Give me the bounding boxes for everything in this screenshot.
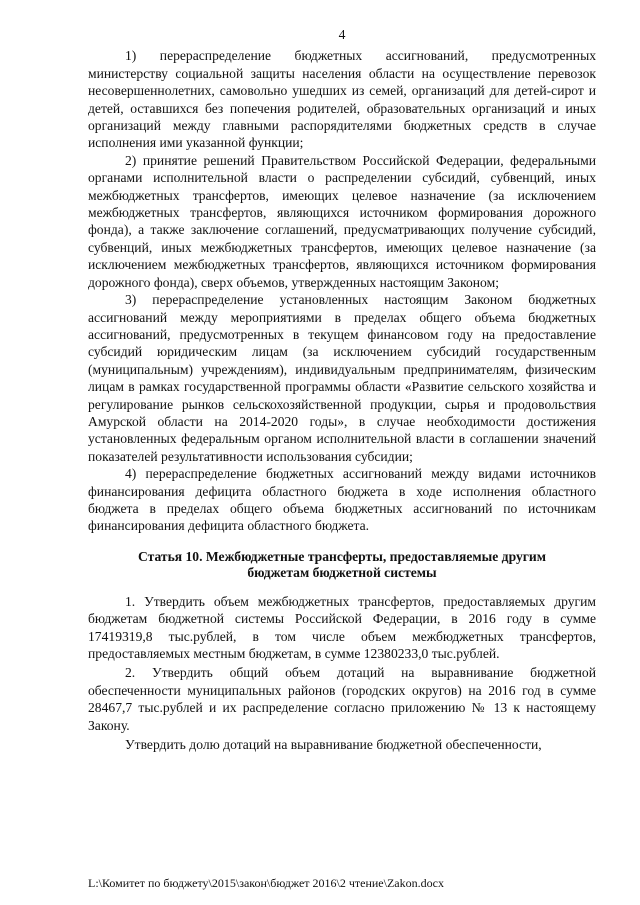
article-heading-line-2: бюджетам бюджетной системы xyxy=(247,564,437,580)
document-page xyxy=(88,26,596,753)
footer-file-path: L:\Комитет по бюджету\2015\закон\бюджет 2016\2 чтение\Zakon.docx xyxy=(88,876,444,890)
paragraph-item-2: 2) принятие решений Правительством Российской Федерации, федеральными органами исполнительной власти о распределении субсидий, субвенций, иных межбюджетных трансфертов, имеющих целевое назначение (за исключением межбюджетных трансфертов, являющихся источником формирования дорожного фонда), а также заключение соглашений, предусматривающих получение субсидий, субвенций, иных межбюджетных трансфертов, имеющих целевое назначение (за исключением межбюджетных трансфертов, являющихся источником формирования дорожного фонда), сверх объемов, утвержденных настоящим Законом; xyxy=(88,152,596,290)
page-number: 4 xyxy=(338,27,346,42)
paragraph-clause-1: 1. Утвердить объем межбюджетных трансфертов, предоставляемых другим бюджетам бюджетной системы Российской Федерации, в 2016 году в сумме 17419319,8 тыс.рублей, в том числе объем межбюджетных трансфертов, предоставляемых местным бюджетам, в сумме 12380233,0 тыс.рублей. xyxy=(88,593,596,661)
article-heading-line-1: Статья 10. Межбюджетные трансферты, предоставляемые другим xyxy=(137,548,547,564)
paragraph-item-4: 4) перераспределение бюджетных ассигнований между видами источников финансирования дефицита областного бюджета в ходе исполнения областного бюджета в пределах общего объема бюджетных ассигнований по источникам финансирования дефицита областного бюджета. xyxy=(88,466,596,534)
paragraph-item-3: 3) перераспределение установленных настоящим Законом бюджетных ассигнований между мероприятиями в пределах общего объема бюджетных ассигнований, предусмотренных в текущем финансовом году на предоставление субсидий юридическим лицам (за исключением субсидий государственным (муниципальным) учреждениям), индивидуальным предпринимателям, физическим лицам в рамках государственной программы области «Развитие сельского хозяйства и регулирование рынков сельскохозяйственной продукции, сырья и продовольствия Амурской области на 2014-2020 годы», в случае необходимости достижения установленных федеральным органом исполнительной власти в соглашении значений показателей результативности использования субсидии; xyxy=(88,292,596,464)
paragraph-clause-2: 2. Утвердить общий объем дотаций на выравнивание бюджетной обеспеченности муниципальных районов (городских округов) на 2016 год в сумме 28467,7 тыс.рублей и их распределение согласно приложению № 13 к настоящему Закону. xyxy=(88,665,596,733)
paragraph-clause-2-continuation: Утвердить долю дотаций на выравнивание бюджетной обеспеченности, xyxy=(125,737,542,753)
article-heading xyxy=(88,549,596,581)
paragraph-item-1: 1) перераспределение бюджетных ассигнований, предусмотренных министерству социальной защиты населения области на осуществление перевозок несовершеннолетних, самовольно ушедших из семей, организаций для детей-сирот и детей, оставшихся без попечения родителей, образовательных организаций и иных организаций между главными распорядителями бюджетных средств в случае исполнения ими указанной функции; xyxy=(88,48,596,151)
